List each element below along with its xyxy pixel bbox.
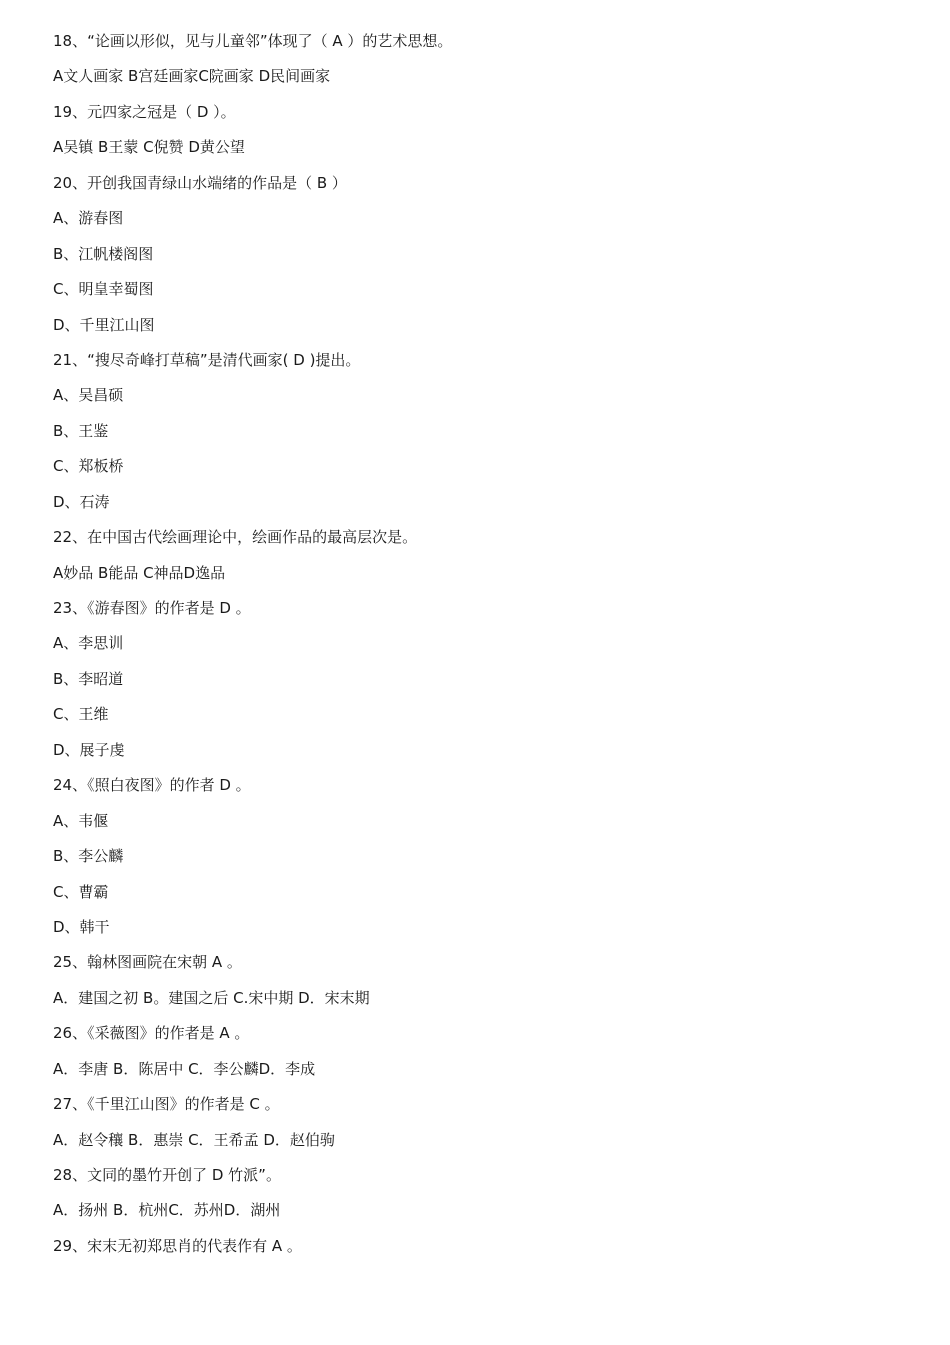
- options-19: A吴镇 B王蒙 C倪赞 D黄公望: [53, 138, 245, 157]
- option-21-b: B、王鉴: [53, 421, 109, 440]
- option-20-b: B、江帆楼阁图: [53, 244, 154, 263]
- option-20-d: D、千里江山图: [53, 315, 155, 334]
- question-24: 24、《照白夜图》的作者 D 。: [53, 776, 251, 795]
- option-24-b: B、李公麟: [53, 847, 124, 866]
- question-28: 28、文同的墨竹开创了 D 竹派”。: [53, 1166, 281, 1184]
- option-23-d: D、展子虔: [53, 740, 125, 759]
- option-20-a: A、游春图: [53, 209, 124, 228]
- options-22: A妙品 B能品 C神品D逸品: [53, 563, 226, 582]
- options-25: A．建国之初 B。建国之后 C.宋中期 D．宋末期: [53, 988, 370, 1007]
- question-23: 23、《游春图》的作者是 D 。: [53, 599, 251, 617]
- option-24-a: A、韦偃: [53, 811, 109, 830]
- option-23-a: A、李思训: [53, 634, 124, 653]
- options-18: A文人画家 B宫廷画家C院画家 D民间画家: [53, 67, 331, 86]
- question-19: 19、元四家之冠是（ D ）。: [53, 102, 236, 121]
- document-page: [53, 28, 933, 1268]
- option-23-c: C、王维: [53, 705, 109, 724]
- option-21-a: A、吴昌硕: [53, 386, 124, 405]
- question-29: 29、宋末无初郑思肖的代表作有 A 。: [53, 1236, 302, 1255]
- question-27: 27、《千里江山图》的作者是 C 。: [53, 1095, 280, 1114]
- question-26: 26、《采薇图》的作者是 A 。: [53, 1024, 250, 1043]
- question-25: 25、翰林图画院在宋朝 A 。: [53, 953, 242, 972]
- question-20: 20、开创我国青绿山水端绪的作品是（ B ）: [53, 173, 347, 192]
- option-21-d: D、石涛: [53, 492, 110, 511]
- option-24-c: C、曹霸: [53, 882, 109, 901]
- question-18: 18、“论画以形似，见与儿童邻”体现了（ A ）的艺术思想。: [53, 32, 453, 50]
- options-26: A．李唐 B．陈居中 C．李公麟D．李成: [53, 1059, 316, 1078]
- question-21: 21、“搜尽奇峰打草稿”是清代画家( D )提出。: [53, 350, 361, 369]
- options-28: A．扬州 B．杭州C．苏州D．湖州: [53, 1201, 281, 1220]
- options-27: A．赵令穰 B．惠崇 C．王希孟 D．赵伯驹: [53, 1130, 335, 1149]
- option-23-b: B、李昭道: [53, 669, 124, 688]
- question-22: 22、在中国古代绘画理论中，绘画作品的最高层次是。: [53, 528, 418, 547]
- option-21-c: C、郑板桥: [53, 457, 124, 476]
- option-20-c: C、明皇幸蜀图: [53, 280, 154, 299]
- option-24-d: D、韩干: [53, 917, 110, 936]
